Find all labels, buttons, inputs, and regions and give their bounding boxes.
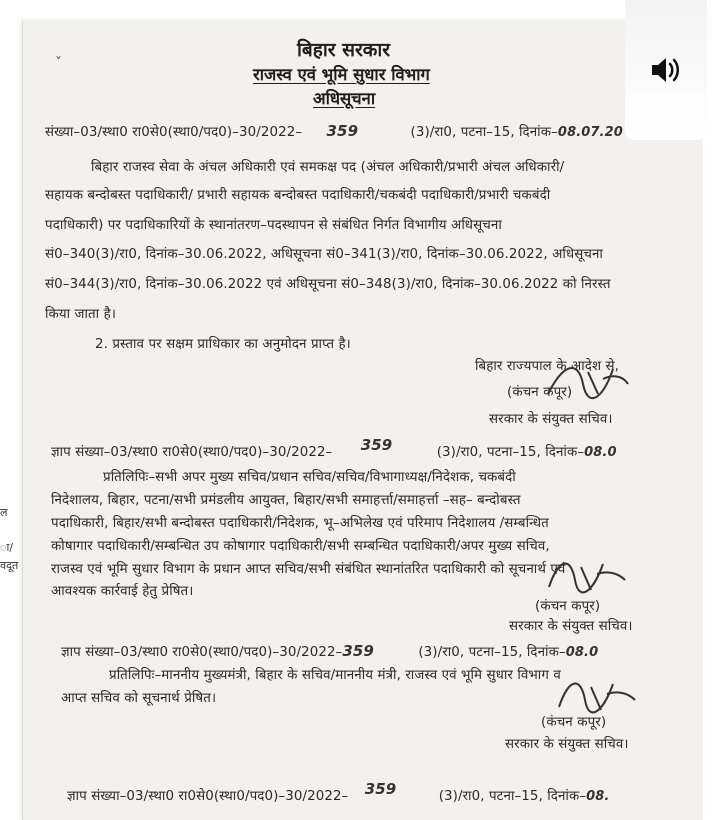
notification-reference — [45, 122, 623, 140]
memo-1-line: कोषागार पदाधिकारी/सम्बन्धित उप कोषागार पदाधिकारी/सभी सम्बन्धित पदाधिकारी/अपर मुख्य सचिव, — [51, 539, 550, 554]
handwritten-reference-number: 359 — [360, 436, 393, 454]
stray-mark: ˇ — [55, 56, 62, 72]
signer-name: (कंचन कपूर) — [535, 599, 601, 614]
memo-1-reference — [51, 436, 617, 460]
handwritten-reference-number: 359 — [364, 780, 397, 798]
paragraph-2: 2. प्रस्ताव पर सक्षम प्राधिकार का अनुमोदन प्राप्त है। — [95, 337, 351, 352]
paragraph-1-line: सं0–344(3)/रा0, दिनांक–30.06.2022 एवं अधिसूचना सं0–348(3)/रा0, दिनांक–30.06.2022 को निरस्त — [45, 277, 611, 292]
reference-suffix: (3)/रा0, पटना–15, दिनांक– — [436, 445, 585, 460]
sidebar-fragment: वदूत — [0, 559, 19, 572]
paragraph-1-line: सहायक बन्दोबस्त पदाधिकारी/ प्रभारी सहायक बन्दोबस्त पदाधिकारी/चकबंदी पदाधिकारी/प्रभारी चकबंदी — [45, 188, 551, 203]
speaker-icon — [649, 55, 683, 85]
signer-name: (कंचन कपूर) — [507, 385, 573, 400]
memo-1-line: प्रतिलिपिः–सभी अपर मुख्य सचिव/प्रधान सचिव/सचिव/विभागाध्यक्ष/निदेशक, चकबंदी — [103, 470, 516, 485]
memo-1-line: आवश्यक कार्रवाई हेतु प्रेषित। — [51, 584, 194, 599]
reference-prefix: ज्ञाप संख्या–03/स्था0 रा0से0(स्था0/पद0)–30/2022– — [67, 789, 349, 804]
handwritten-date: 08.0 — [565, 645, 599, 660]
memo-2-reference — [61, 642, 598, 660]
signature-image — [541, 552, 631, 597]
reference-prefix: ज्ञाप संख्या–03/स्था0 रा0से0(स्था0/पद0)–30/2022– — [61, 645, 343, 660]
order-line: बिहार राज्यपाल के आदेश से, — [475, 359, 620, 374]
paragraph-1-line: सं0–340(3)/रा0, दिनांक–30.06.2022, अधिसूचना सं0–341(3)/रा0, दिनांक–30.06.2022, अधिसूचना — [45, 247, 603, 262]
signature-image — [551, 672, 641, 717]
reference-prefix: संख्या–03/स्था0 रा0से0(स्था0/पद0)–30/2022– — [45, 125, 303, 140]
paragraph-1-line: किया जाता है। — [45, 307, 116, 322]
government-heading: बिहार सरकार — [297, 39, 391, 61]
reference-suffix: (3)/रा0, पटना–15, दिनांक– — [410, 125, 558, 140]
sidebar-fragment: ा/ — [0, 541, 14, 554]
reference-suffix: (3)/रा0, पटना–15, दिनांक– — [438, 789, 587, 804]
signer-title: सरकार के संयुक्त सचिव। — [489, 412, 613, 427]
reference-suffix: (3)/रा0, पटना–15, दिनांक– — [418, 645, 566, 660]
paragraph-1-line: पदाधिकारी) पर पदाधिकारियों के स्थानांतरण–पदस्थापन से संबंधित निर्गत विभागीय अधिसूचना — [45, 218, 502, 233]
document-type-heading: अधिसूचना — [313, 89, 376, 108]
handwritten-reference-number: 359 — [326, 122, 359, 140]
handwritten-date: 08. — [586, 789, 610, 804]
reference-prefix: ज्ञाप संख्या–03/स्था0 रा0से0(स्था0/पद0)–30/2022– — [51, 445, 333, 460]
department-heading: राजस्व एवं भूमि सुधार विभाग — [253, 65, 430, 84]
handwritten-reference-number: 359 — [342, 642, 374, 660]
signer-title: सरकार के संयुक्त सचिव। — [505, 737, 629, 752]
paragraph-1-line: बिहार राजस्व सेवा के अंचल अधिकारी एवं समकक्ष पद (अंचल अधिकारी/प्रभारी अंचल अधिकारी/ — [91, 160, 565, 175]
sidebar-fragment: ल — [0, 506, 8, 519]
memo-1-line: राजस्व एवं भूमि सुधार विभाग के प्रधान आप्त सचिव/सभी संबंधित स्थानांतरित पदाधिकारी को सूचनार्थ एवं — [51, 562, 566, 577]
handwritten-date: 08.0 — [584, 445, 617, 460]
handwritten-date: 08.07.20 — [557, 125, 623, 140]
sound-toggle-button[interactable] — [625, 0, 707, 140]
memo-3-reference — [67, 780, 610, 804]
signer-title: सरकार के संयुक्त सचिव। — [509, 619, 633, 634]
memo-2-line: आप्त सचिव को सूचनार्थ प्रेषित। — [61, 691, 217, 706]
memo-2-line: प्रतिलिपिः–माननीय मुख्यमंत्री, बिहार के सचिव/माननीय मंत्री, राजस्व एवं भूमि सुधार विभाग व — [109, 668, 561, 683]
memo-1-line: निदेशालय, बिहार, पटना/सभी प्रमंडलीय आयुक्त, बिहार/सभी समाहर्त्ता/समाहर्त्ता –सह– बन्दोबस्त — [51, 493, 521, 508]
memo-1-line: पदाधिकारी, बिहार/सभी बन्दोबस्त पदाधिकारी/निदेशक, भू–अभिलेख एवं परिमाप निदेशालय /सम्बन्धित — [51, 516, 549, 531]
document-page — [22, 20, 703, 820]
signer-name: (कंचन कपूर) — [541, 715, 607, 730]
